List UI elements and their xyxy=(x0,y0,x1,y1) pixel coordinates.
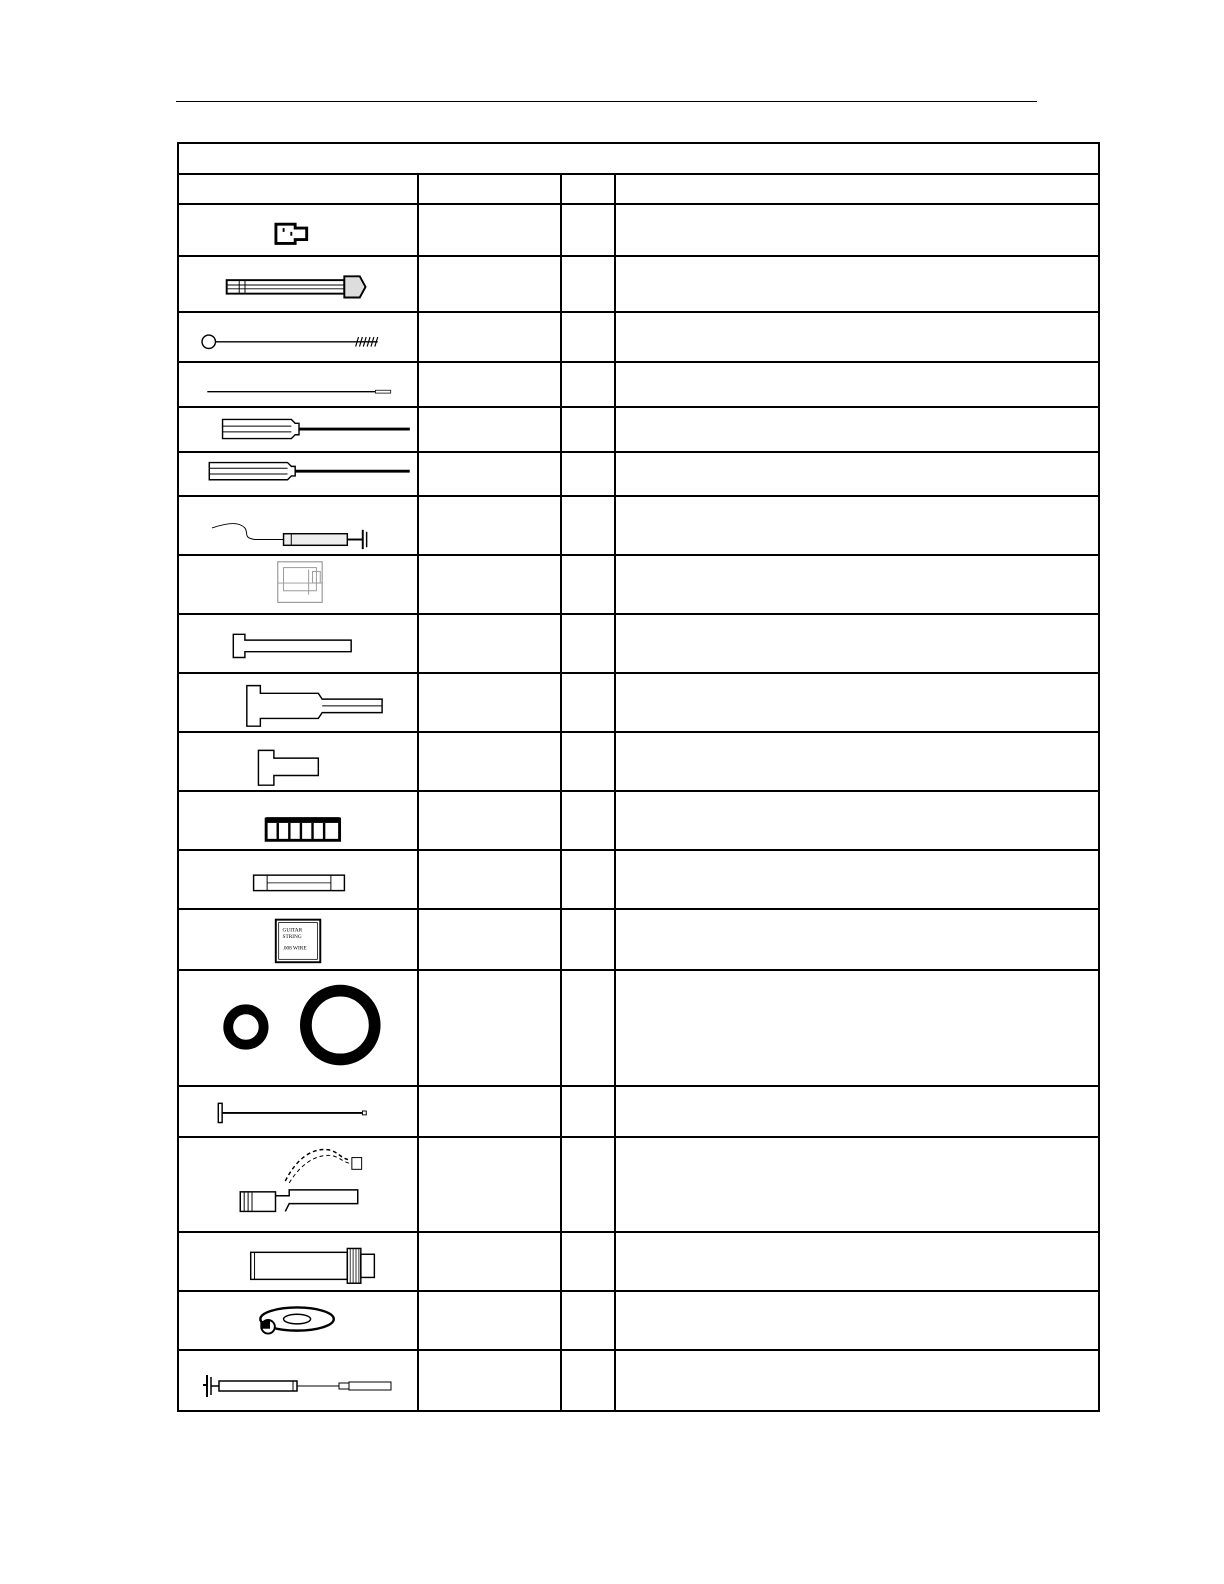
table-row xyxy=(179,1138,1098,1233)
thin-wire-icon xyxy=(179,363,419,406)
description xyxy=(616,1292,1098,1349)
description xyxy=(616,257,1098,311)
part-number xyxy=(419,1087,562,1136)
table-row xyxy=(179,615,1098,674)
description xyxy=(616,615,1098,672)
table-row xyxy=(179,556,1098,615)
description xyxy=(616,1138,1098,1231)
description xyxy=(616,1233,1098,1290)
description xyxy=(616,851,1098,908)
description xyxy=(616,792,1098,849)
table-row xyxy=(179,910,1098,971)
quantity xyxy=(562,556,616,613)
part-number xyxy=(419,1292,562,1349)
hose-clamp-icon xyxy=(179,1292,419,1349)
table-row xyxy=(179,1087,1098,1138)
part-number xyxy=(419,733,562,790)
table-row xyxy=(179,1292,1098,1351)
header-rule xyxy=(176,101,1037,102)
description xyxy=(616,1351,1098,1412)
header-part-number xyxy=(419,175,562,203)
part-number xyxy=(419,851,562,908)
table-title xyxy=(179,144,1098,175)
quantity xyxy=(562,257,616,311)
description xyxy=(616,497,1098,554)
quantity xyxy=(562,205,616,255)
description xyxy=(616,971,1098,1085)
connector-plug-icon xyxy=(179,205,419,255)
stepped-t-tool-icon xyxy=(179,674,419,731)
header-illustration xyxy=(179,175,419,203)
description xyxy=(616,313,1098,361)
quantity xyxy=(562,453,616,495)
quantity xyxy=(562,1233,616,1290)
plunger-rod-icon xyxy=(179,1087,419,1136)
part-number xyxy=(419,453,562,495)
part-number xyxy=(419,497,562,554)
description xyxy=(616,205,1098,255)
quantity xyxy=(562,313,616,361)
table-row xyxy=(179,205,1098,257)
part-number xyxy=(419,363,562,406)
description xyxy=(616,556,1098,613)
part-number xyxy=(419,971,562,1085)
table-header-row xyxy=(179,175,1098,205)
description xyxy=(616,453,1098,495)
parts-table xyxy=(177,142,1100,1412)
part-number xyxy=(419,792,562,849)
quantity xyxy=(562,792,616,849)
table-row xyxy=(179,792,1098,851)
part-number xyxy=(419,408,562,451)
quantity xyxy=(562,615,616,672)
table-row xyxy=(179,363,1098,408)
part-number xyxy=(419,313,562,361)
quantity xyxy=(562,497,616,554)
description xyxy=(616,674,1098,731)
quantity xyxy=(562,1138,616,1231)
table-row xyxy=(179,497,1098,556)
part-number xyxy=(419,205,562,255)
package-label-line-2: STRING xyxy=(282,934,302,941)
part-number xyxy=(419,257,562,311)
description xyxy=(616,733,1098,790)
header-description xyxy=(616,175,1098,203)
description xyxy=(616,910,1098,969)
o-rings-icon xyxy=(179,971,419,1085)
table-row xyxy=(179,1351,1098,1412)
guitar-string-package-icon xyxy=(179,910,419,969)
quantity xyxy=(562,363,616,406)
ferrule-rack-icon xyxy=(179,792,419,849)
quantity xyxy=(562,408,616,451)
quantity xyxy=(562,971,616,1085)
table-row xyxy=(179,733,1098,792)
table-row xyxy=(179,851,1098,910)
quantity xyxy=(562,910,616,969)
part-number xyxy=(419,910,562,969)
header-quantity xyxy=(562,175,616,203)
short-t-plug-icon xyxy=(179,733,419,790)
part-number xyxy=(419,615,562,672)
part-number xyxy=(419,674,562,731)
screwdriver-small-icon xyxy=(179,453,419,495)
vial-holder-icon xyxy=(179,556,419,613)
table-row xyxy=(179,971,1098,1087)
syringe-with-tubing-icon xyxy=(179,497,419,554)
quantity xyxy=(562,674,616,731)
cleaning-brush-icon xyxy=(179,313,419,361)
table-row xyxy=(179,674,1098,733)
t-tool-icon xyxy=(179,615,419,672)
quantity xyxy=(562,733,616,790)
part-number xyxy=(419,1233,562,1290)
quantity xyxy=(562,1292,616,1349)
part-number xyxy=(419,556,562,613)
part-number xyxy=(419,1138,562,1231)
description xyxy=(616,408,1098,451)
quantity xyxy=(562,1087,616,1136)
description xyxy=(616,1087,1098,1136)
ribbed-cylinder-icon xyxy=(179,1233,419,1290)
package-label-line-3: .008 WIRE xyxy=(282,945,307,952)
screwdriver-icon xyxy=(179,408,419,451)
table-row xyxy=(179,453,1098,497)
quantity xyxy=(562,1351,616,1412)
table-row xyxy=(179,1233,1098,1292)
syringe-needle-icon xyxy=(179,1351,419,1412)
table-row xyxy=(179,313,1098,363)
wire-harness-connector-icon xyxy=(179,1138,419,1231)
package-label-line-1: GUITAR xyxy=(282,927,303,934)
fuse-icon xyxy=(179,851,419,908)
part-number xyxy=(419,1351,562,1412)
tube-brush-icon xyxy=(179,257,419,311)
description xyxy=(616,363,1098,406)
quantity xyxy=(562,851,616,908)
table-row xyxy=(179,257,1098,313)
table-row xyxy=(179,408,1098,453)
